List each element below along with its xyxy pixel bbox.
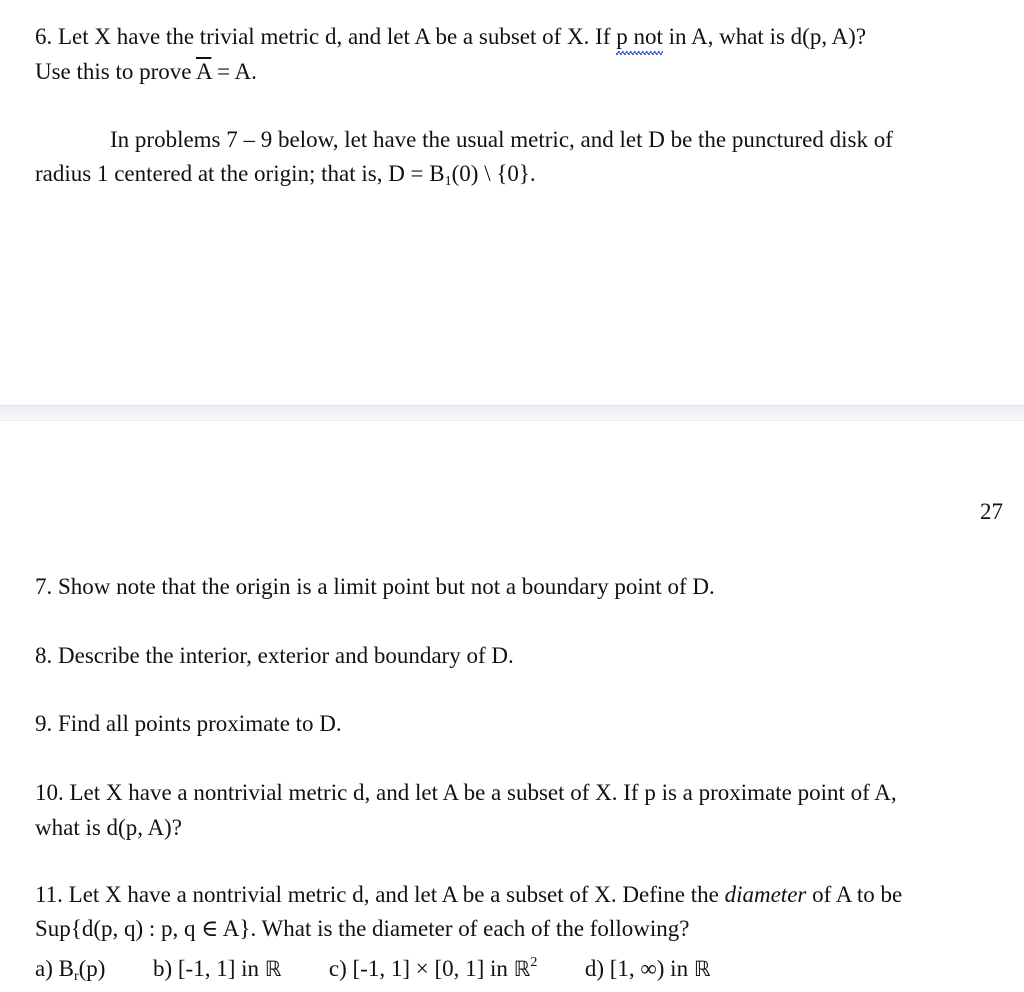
reals-symbol: ℝ xyxy=(264,957,282,981)
intro-text-end: (0) \ {0}. xyxy=(451,161,536,186)
problem-10-line-1: 10. Let X have a nontrivial metric d, and let A be a subset of X. If p is a proximate point of A, xyxy=(35,780,897,805)
problem-6-prove-end: = A. xyxy=(217,59,257,84)
page-number: 27 xyxy=(980,499,1003,524)
diameter-term: diameter xyxy=(724,882,807,907)
problem-6-text-start: Let X have the trivial metric d, and let A be a subset of X. If xyxy=(58,24,611,49)
problem-7: 7. Show note that the origin is a limit point but not a boundary point of D. xyxy=(35,574,715,599)
option-c: c) [-1, 1] × [0, 1] in ℝ$^2$ xyxy=(328,955,538,981)
ball-radius-r-subscript: r xyxy=(73,969,79,984)
problem-6-prove-text: Use this to prove xyxy=(35,59,192,84)
ball-radius-subscript: 1 xyxy=(444,174,452,189)
problem-11-text-start: 11. Let X have a nontrivial metric d, and let A be a subset of X. Define the xyxy=(35,882,719,907)
problem-9: 9. Find all points proximate to D. xyxy=(35,711,342,736)
option-b: b) [-1, 1] in ℝ xyxy=(152,956,282,981)
reals-symbol: ℝ xyxy=(513,957,531,981)
problem-6-line-1 xyxy=(35,22,866,52)
page-separator xyxy=(0,405,1024,421)
spellcheck-underlined-text: p not xyxy=(616,22,663,52)
intro-text: radius 1 centered at the origin; that is, D = B xyxy=(35,161,445,186)
problem-6-text-end: in A, what is d(p, A)? xyxy=(668,24,867,49)
option-a: a) $B_r(p)$ xyxy=(35,956,106,984)
problem-11-text-end: of A to be xyxy=(812,882,903,907)
problem-11-line-2: Sup{d(p, q) : p, q ∈ A}. What is the diameter of each of the following? xyxy=(35,916,690,941)
problem-11-options xyxy=(35,948,710,992)
reals-symbol: ℝ xyxy=(693,957,711,981)
problem-6-number: 6. xyxy=(35,24,53,49)
intro-line-2 xyxy=(35,159,536,197)
dimension-superscript: 2 xyxy=(530,955,538,970)
option-d: d) [1, ∞) in ℝ xyxy=(584,956,711,981)
problem-6-line-2 xyxy=(35,57,257,87)
problem-10-line-2: what is d(p, A)? xyxy=(35,815,182,840)
closure-of-a: $\overline{A}$ xyxy=(196,59,212,84)
problem-8: 8. Describe the interior, exterior and boundary of D. xyxy=(35,643,514,668)
intro-line-1: In problems 7 – 9 below, let have the usual metric, and let D be the punctured disk of xyxy=(110,127,893,152)
problem-11-line-1 xyxy=(35,880,902,910)
